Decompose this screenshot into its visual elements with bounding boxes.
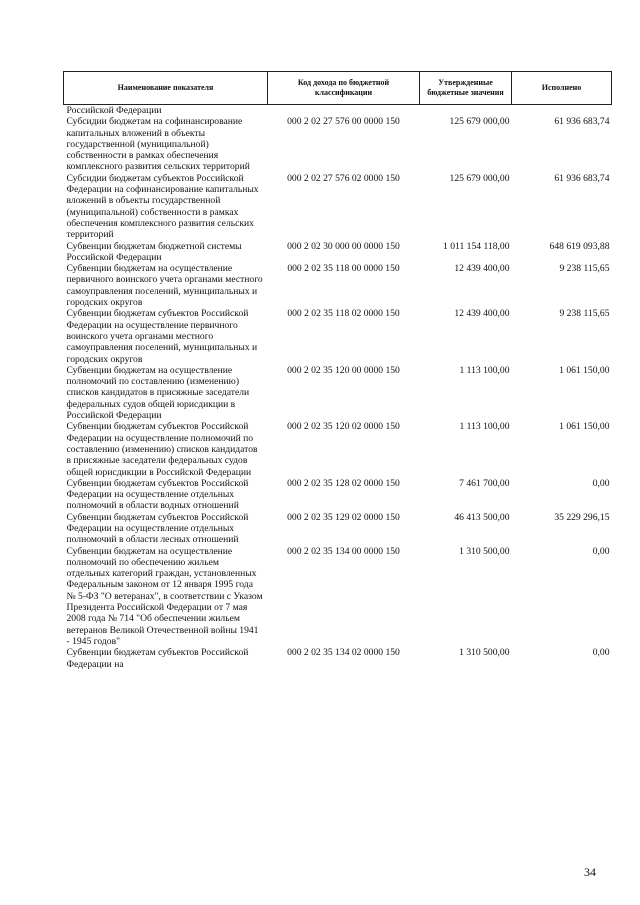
row-executed-value: 9 238 115,65 bbox=[559, 263, 610, 275]
table-row bbox=[64, 421, 612, 477]
row-approved-value: 46 413 500,00 bbox=[454, 511, 510, 523]
table-row bbox=[64, 365, 612, 421]
row-name: Субвенции бюджетам субъектов Российской Федерации на осуществление первичного воинского учета органами местного самоуправления поселений, муниципальных и городских округов bbox=[66, 308, 258, 365]
row-approved-value: 125 679 000,00 bbox=[449, 172, 510, 184]
row-name: Субвенции бюджетам субъектов Российской Федерации на осуществление отдельных полномочий в области водных отношений bbox=[66, 477, 249, 512]
row-name: Субвенции бюджетам субъектов Российской Федерации на bbox=[66, 647, 249, 670]
row-approved-value: 1 310 500,00 bbox=[459, 647, 510, 659]
budget-table bbox=[63, 71, 612, 670]
row-name: Субсидии бюджетам на софинансирование капитальных вложений в объекты государственной (муниципальной) собственности в рамках обеспечения комплексного развития сельских территорий bbox=[66, 116, 250, 173]
table-row bbox=[64, 173, 612, 241]
row-executed-value: 35 229 296,15 bbox=[554, 511, 610, 523]
row-code: 000 2 02 35 118 00 0000 150 bbox=[287, 263, 400, 275]
table-row bbox=[64, 512, 612, 546]
row-executed-value: 61 936 683,74 bbox=[554, 172, 610, 184]
row-approved-value: 1 113 100,00 bbox=[459, 421, 510, 433]
row-approved-value: 7 461 700,00 bbox=[459, 477, 510, 489]
header-executed: Исполнено bbox=[512, 72, 612, 105]
page-number: 34 bbox=[584, 865, 596, 879]
row-executed-value: 9 238 115,65 bbox=[559, 308, 610, 320]
row-code: 000 2 02 30 000 00 0000 150 bbox=[287, 240, 400, 252]
row-name: Субвенции бюджетам бюджетной системы Российской Федерации bbox=[66, 240, 242, 263]
row-code: 000 2 02 35 118 02 0000 150 bbox=[287, 308, 400, 320]
row-approved-value: 1 113 100,00 bbox=[459, 364, 510, 376]
row-executed-value: 0,00 bbox=[592, 545, 610, 557]
row-code: 000 2 02 27 576 02 0000 150 bbox=[287, 172, 400, 184]
row-code: 000 2 02 35 128 02 0000 150 bbox=[287, 477, 400, 489]
header-approved: Утвержденные бюджетные значения bbox=[420, 72, 512, 105]
row-approved-value: 125 679 000,00 bbox=[449, 116, 510, 128]
budget-table-sheet bbox=[63, 71, 611, 670]
row-name: Субвенции бюджетам на осуществление полномочий по составлению (изменению) списков кандидатов в присяжные заседатели федеральных судов общей юрисдикции в Российской Федерации bbox=[66, 364, 250, 422]
row-code: 000 2 02 35 129 02 0000 150 bbox=[287, 511, 400, 523]
row-executed-value: 1 061 150,00 bbox=[559, 421, 610, 433]
table-row bbox=[64, 647, 612, 670]
row-approved-value: 1 310 500,00 bbox=[459, 545, 510, 557]
row-executed-value: 648 619 093,88 bbox=[549, 240, 610, 252]
row-approved-value: 12 439 400,00 bbox=[454, 308, 510, 320]
row-approved-value: 1 011 154 118,00 bbox=[443, 240, 510, 252]
row-executed-value bbox=[512, 105, 612, 117]
table-row bbox=[64, 308, 612, 364]
table-row bbox=[64, 546, 612, 648]
row-code: 000 2 02 35 120 02 0000 150 bbox=[287, 421, 400, 433]
row-code: 000 2 02 35 134 00 0000 150 bbox=[287, 545, 400, 557]
row-name: Российской Федерации bbox=[66, 105, 162, 116]
table-row bbox=[64, 263, 612, 308]
table-row bbox=[64, 478, 612, 512]
row-name: Субвенции бюджетам субъектов Российской Федерации на осуществление полномочий по составлению (изменению) списков кандидатов в присяжные заседатели федеральных судов общей юрисдикции в Российской Федерации bbox=[66, 421, 258, 478]
row-code: 000 2 02 35 120 00 0000 150 bbox=[287, 364, 400, 376]
table-row bbox=[64, 105, 612, 117]
row-name: Субвенции бюджетам на осуществление полномочий по обеспечению жильем отдельных категорий граждан, установленных Федеральным законом от 12 января 1995 года № 5-ФЗ "О ветеранах", в соответствии с Указом Президента Российской Федерации от 7 мая 2008 года № 714 "Об обеспечении жильем ветеранов Великой Отечественной войны 1941 - 1945 годов" bbox=[66, 545, 263, 647]
row-executed-value: 0,00 bbox=[592, 647, 610, 659]
table-row bbox=[64, 241, 612, 264]
row-name: Субсидии бюджетам субъектов Российской Федерации на софинансирование капитальных вложений в объекты государственной (муниципальной) собственности в рамках обеспечения комплексного развития сельских территорий bbox=[66, 172, 259, 241]
row-executed-value: 0,00 bbox=[592, 477, 610, 489]
row-name: Субвенции бюджетам на осуществление первичного воинского учета органами местного самоуправления поселений, муниципальных и городских округов bbox=[66, 263, 263, 309]
table-row bbox=[64, 116, 612, 172]
row-code: 000 2 02 27 576 00 0000 150 bbox=[287, 116, 400, 128]
table-header-row bbox=[64, 72, 612, 105]
row-code bbox=[268, 105, 420, 117]
row-executed-value: 61 936 683,74 bbox=[554, 116, 610, 128]
row-executed-value: 1 061 150,00 bbox=[559, 364, 610, 376]
row-code: 000 2 02 35 134 02 0000 150 bbox=[287, 647, 400, 659]
row-name: Субвенции бюджетам субъектов Российской Федерации на осуществление отдельных полномочий в области лесных отношений bbox=[66, 511, 249, 546]
table-body bbox=[64, 105, 612, 670]
row-approved-value bbox=[420, 105, 512, 117]
header-code: Код дохода по бюджетной классификации bbox=[268, 72, 420, 105]
row-approved-value: 12 439 400,00 bbox=[454, 263, 510, 275]
header-name: Наименование показателя bbox=[64, 72, 268, 105]
